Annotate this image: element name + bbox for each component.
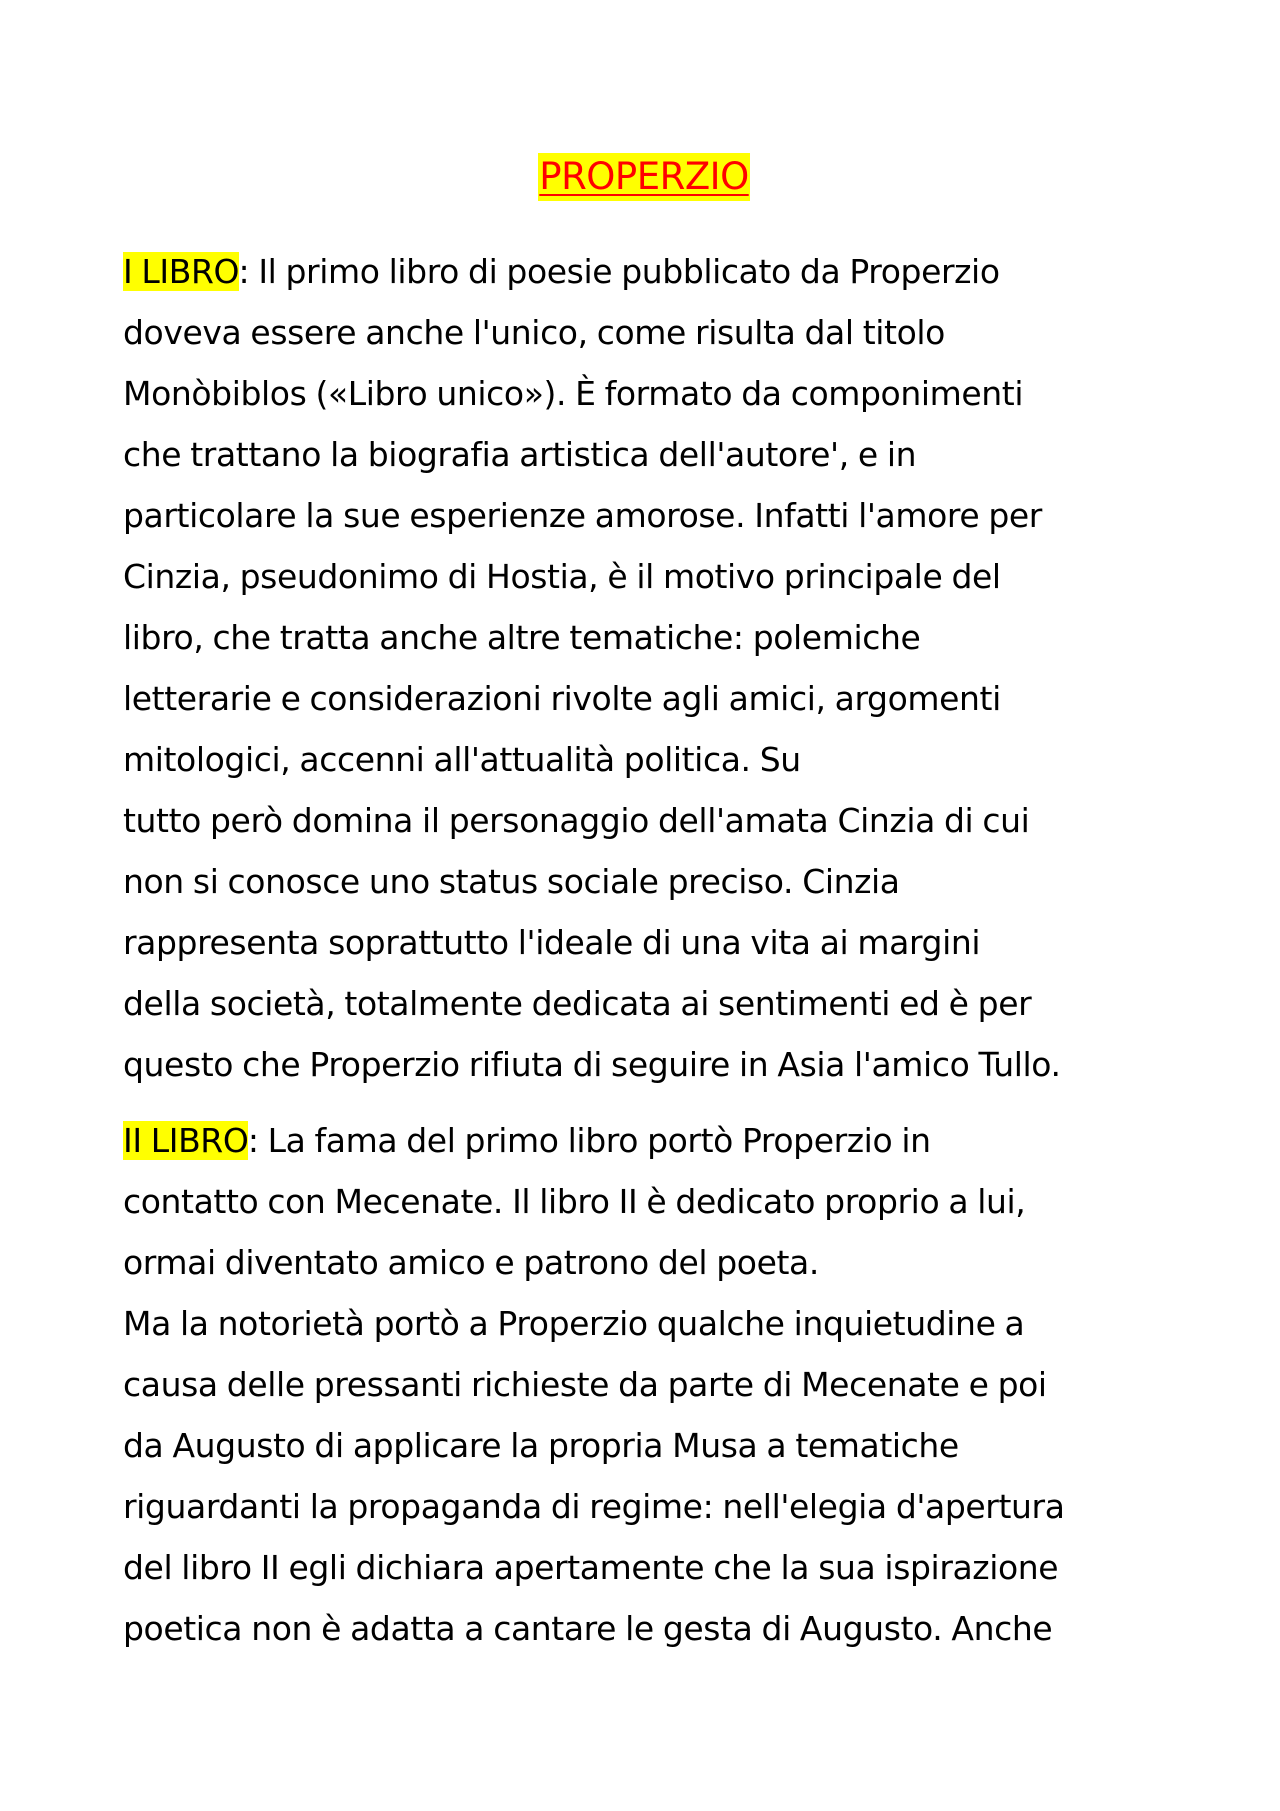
paragraph-line: da Augusto di applicare la propria Musa a tematiche [123,1426,959,1465]
paragraph-line: Ma la notorietà portò a Properzio qualche inquietudine a [123,1304,1025,1343]
title-container [0,153,1280,201]
section-libro-2 [123,1110,1183,1659]
paragraph-line: poetica non è adatta a cantare le gesta di Augusto. Anche [123,1609,1053,1648]
paragraph-line: letterarie e considerazioni rivolte agli amici, argomenti [123,679,1001,718]
paragraph-line: contatto con Mecenate. Il libro II è dedicato proprio a lui, [123,1182,1026,1221]
paragraph-line: libro, che tratta anche altre tematiche: polemiche [123,618,921,657]
paragraph-line: Monòbiblos («Libro unico»). È formato da componimenti [123,374,1024,413]
paragraph-line: particolare la sue esperienze amorose. Infatti l'amore per [123,496,1042,535]
paragraph-line: rappresenta soprattutto l'ideale di una vita ai margini [123,923,981,962]
paragraph-line: questo che Properzio rifiuta di seguire in Asia l'amico Tullo. [123,1045,1061,1084]
section-heading-libro-2: II LIBRO [123,1121,248,1160]
paragraph-line: doveva essere anche l'unico, come risulta dal titolo [123,313,945,352]
paragraph-line: della società, totalmente dedicata ai sentimenti ed è per [123,984,1032,1023]
paragraph-line: ormai diventato amico e patrono del poeta. [123,1243,819,1282]
paragraph-line: del libro II egli dichiara apertamente che la sua ispirazione [123,1548,1059,1587]
paragraph-line: tutto però domina il personaggio dell'amata Cinzia di cui [123,801,1030,840]
paragraph-line: non si conosce uno status sociale preciso. Cinzia [123,862,900,901]
paragraph-text: : La fama del primo libro portò Properzio in [247,1121,931,1160]
paragraph-line: Cinzia, pseudonimo di Hostia, è il motivo principale del [123,557,1001,596]
paragraph-line [123,241,1183,302]
paragraph-line: mitologici, accenni all'attualità politica. Su [123,740,801,779]
section-libro-1 [123,241,1183,1095]
paragraph-line [123,1110,1183,1171]
paragraph-line: causa delle pressanti richieste da parte di Mecenate e poi [123,1365,1047,1404]
section-heading-libro-1: I LIBRO [123,252,239,291]
paragraph-line: che trattano la biografia artistica dell'autore', e in [123,435,917,474]
paragraph-line: riguardanti la propaganda di regime: nell'elegia d'apertura [123,1487,1065,1526]
paragraph-text: : Il primo libro di poesie pubblicato da Properzio [238,252,1000,291]
page-title: PROPERZIO [538,153,749,201]
